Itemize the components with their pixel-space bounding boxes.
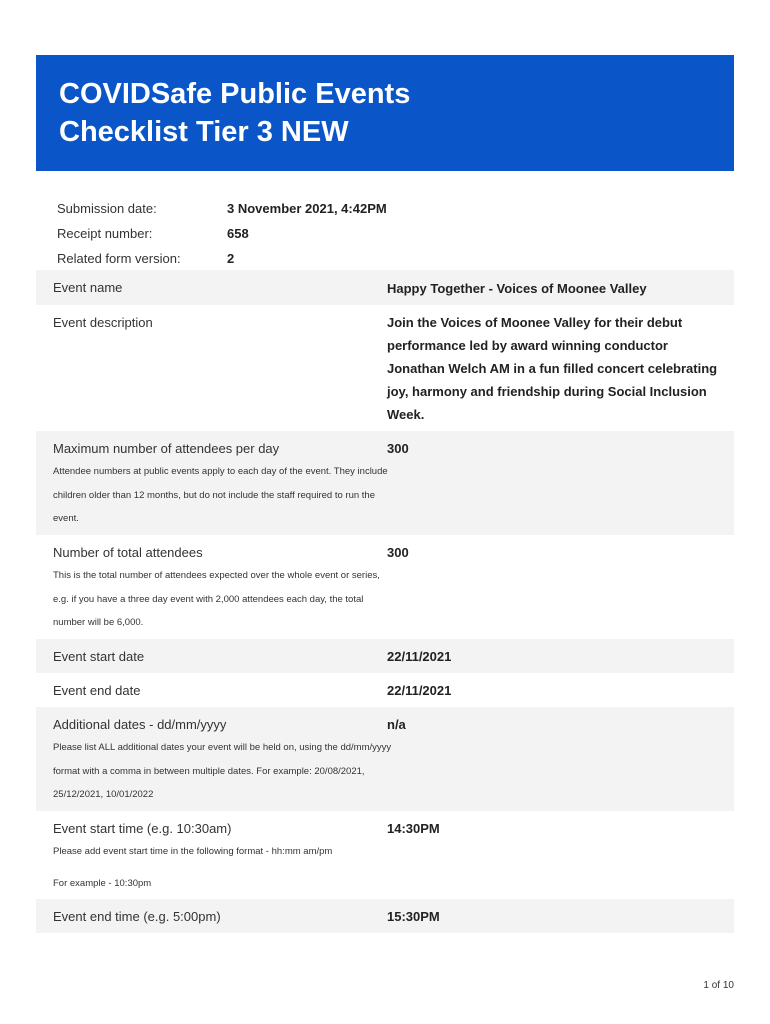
field-label: Event end time (e.g. 5:00pm): [53, 909, 221, 924]
meta-value: 658: [227, 226, 249, 241]
field-help-text: Please list ALL additional dates your event will be held on, using the dd/mm/yyyy format with a comma in between multiple dates. For example: 20/08/2021, 25/12/2021, 10/01/2022: [53, 742, 392, 800]
field-label: Maximum number of attendees per day: [53, 441, 280, 456]
field-label: Event start time (e.g. 10:30am): [53, 821, 232, 836]
field-start-date: [36, 639, 734, 673]
field-value: Join the Voices of Moonee Valley for their debut performance led by award winning conductor Jonathan Welch AM in a fun filled concert celebrating joy, harmony and friendship during Social Inclusion Week.: [387, 315, 718, 422]
field-help-example: For example - 10:30pm: [53, 877, 152, 889]
form-header: [36, 55, 734, 171]
field-label: Event description: [53, 315, 153, 330]
field-max-attendees: [36, 431, 734, 535]
submission-meta: [57, 196, 737, 271]
meta-value: 2: [227, 251, 235, 266]
field-help-text: This is the total number of attendees expected over the whole event or series, e.g. if you have a three day event with 2,000 attendees each day, the total number will be 6,000.: [53, 570, 380, 628]
page-number: 1 of 10: [703, 980, 734, 991]
meta-label: Submission date:: [57, 201, 157, 216]
form-title: COVIDSafe Public Events Checklist Tier 3 NEW: [59, 78, 411, 148]
field-label: Event start date: [53, 649, 145, 664]
form-fields: [36, 270, 734, 933]
meta-value: 3 November 2021, 4:42PM: [227, 201, 387, 216]
field-value: Happy Together - Voices of Moonee Valley: [387, 281, 647, 296]
field-event-description: [36, 305, 734, 431]
field-value: 14:30PM: [387, 821, 440, 836]
field-end-date: [36, 673, 734, 707]
field-value: 22/11/2021: [387, 683, 452, 698]
field-end-time: [36, 899, 734, 933]
meta-row-form-version: [57, 246, 737, 271]
meta-label: Related form version:: [57, 251, 181, 266]
field-label: Event end date: [53, 683, 141, 698]
field-value: 15:30PM: [387, 909, 440, 924]
field-event-name: [36, 270, 734, 305]
field-total-attendees: [36, 535, 734, 639]
meta-row-receipt-number: [57, 221, 737, 246]
field-value: 300: [387, 441, 409, 456]
field-value: 22/11/2021: [387, 649, 452, 664]
field-label: Additional dates - dd/mm/yyyy: [53, 717, 227, 732]
field-label: Event name: [53, 280, 123, 295]
field-additional-dates: [36, 707, 734, 811]
meta-label: Receipt number:: [57, 226, 153, 241]
field-value: 300: [387, 545, 409, 560]
field-help-text: Please add event start time in the following format - hh:mm am/pm: [53, 846, 333, 857]
meta-row-submission-date: [57, 196, 737, 221]
field-label: Number of total attendees: [53, 545, 203, 560]
field-start-time: [36, 811, 734, 899]
field-value: n/a: [387, 717, 406, 732]
field-help-text: Attendee numbers at public events apply to each day of the event. They include children older than 12 months, but do not include the staff required to run the event.: [53, 466, 388, 524]
